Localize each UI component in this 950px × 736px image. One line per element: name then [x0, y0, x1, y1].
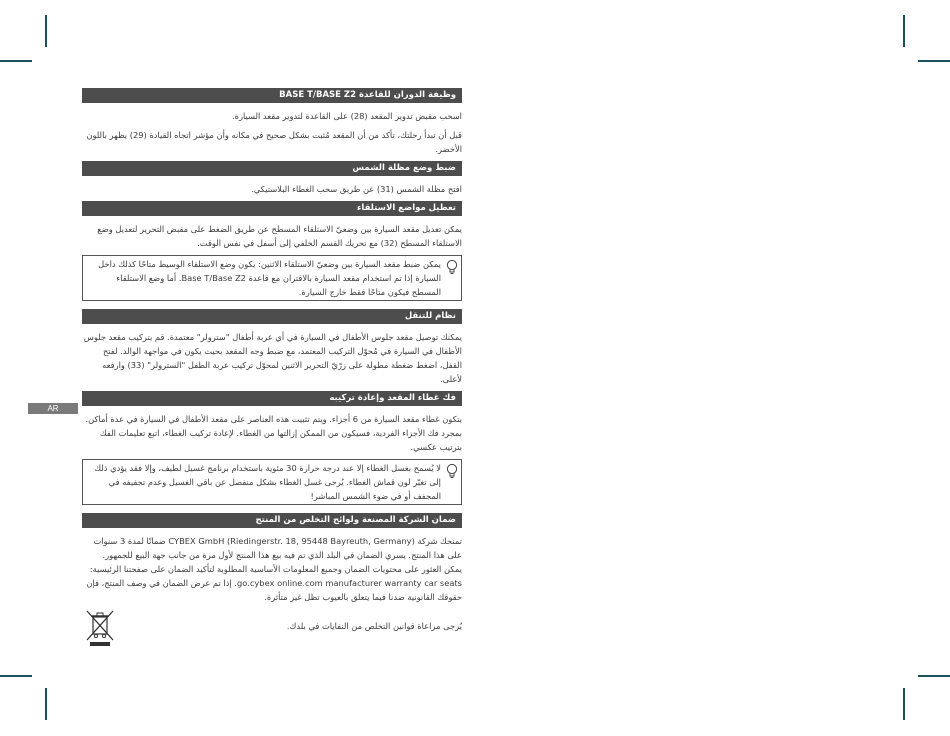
note-text: يمكن ضبط مقعد السيارة بين وضعيّ الاستلقاء الاثنين: يكون وضع الاستلقاء الوسيط متاحًا كذلك داخل السيارة إذا تم استخدام مقعد السيارة بالاقتران مع قاعدة Base T/Base Z2. أما وضع الاستلقاء المسطح فيكون متاحًا فقط خارج السيارة.	[98, 259, 441, 297]
crop-mark	[903, 15, 905, 47]
section-heading: ضبط وضع مظلة الشمس	[82, 161, 462, 176]
crop-mark	[45, 15, 47, 47]
paragraph: اسحب مقبض تدوير المقعد (28) على القاعدة لتدوير مقعد السيارة.	[232, 111, 462, 121]
paragraph: قبل أن تبدأ رحلتك، تأكد من أن المقعد مُثبت بشكل صحيح في مكانه وأن مؤشر اتجاه القيادة (29) يظهر باللون الأخضر.	[86, 130, 462, 154]
crossed-out-bin-icon	[84, 609, 116, 647]
note-text: لا يُسمح بغسل الغطاء إلا عند درجة حرارة 30 مئوية باستخدام برنامج غسيل لطيف، وإلا فقد يؤدي ذلك إلى تغيّر لون قماش الغطاء. يُرجى غسل الغطاء بشكل منفصل عن باقي الغسيل وعدم تجفيفه في المجفف أو في ضوء الشمس المباشر!	[94, 463, 441, 501]
language-tab: AR	[28, 403, 78, 414]
section-heading: وظيفة الدوران للقاعدة BASE T/BASE Z2	[82, 88, 462, 103]
section-sun-canopy	[82, 161, 462, 196]
disposal-text: يُرجى مراعاة قوانين التخلص من النفايات في بلدك.	[286, 621, 462, 631]
crop-mark	[903, 688, 905, 720]
section-travel-system	[82, 309, 462, 386]
crop-mark	[0, 675, 32, 677]
crop-mark	[918, 60, 950, 62]
paragraph: افتح مظلة الشمس (31) عن طريق سحب الغطاء البلاستيكي.	[251, 184, 462, 194]
section-heading: تعطيل مواضع الاستلقاء	[82, 201, 462, 216]
section-heading: فك غطاء المقعد وإعادة تركيبه	[82, 391, 462, 406]
section-warranty	[82, 513, 462, 647]
paragraph: تمنحك شركة CYBEX GmbH (Riedingerstr. 18, 95448 Bayreuth, Germany) ضمانًا لمدة 3 سنوات على هذا المنتج. يسري الضمان في البلد الذي تم فيه بيع هذا المنتج لأول مرة من جانب جهة البيع للجمهور. يمكن العثور على محتويات الضمان وجميع المعلومات الأساسية المطلوبة لتأكيد الضمان على صفحتنا الرئيسية: go.cybex online.com manufacturer warranty car seats. إذا تم عرض الضمان في وصف المنتج، فإن حقوقك القانونية ضدنا فيما يتعلق بالعيوب تظل غير متأثرة.	[86, 536, 462, 602]
section-swivel	[82, 88, 462, 156]
info-note	[82, 459, 462, 505]
section-heading: نظام للتنقل	[82, 309, 462, 324]
paragraph: يمكن تعديل مقعد السيارة بين وضعيّ الاستلقاء المسطح عن طريق الضغط على مقبض التحرير لتعديل وضع الاستلقاء المسطح (32) مع تحريك القسم الخلفي إلى أسفل في نفس الوقت.	[97, 224, 462, 248]
paragraph: يتكون غطاء مقعد السيارة من 6 أجزاء. ويتم تثبيت هذه العناصر على مقعد الأطفال في السيارة في عدة أماكن. بمجرد فك الأجزاء الفردية، فسيكون من الممكن إزالتها من الغطاء. لإعادة تركيب الغطاء، اتبع تعليمات الفك بترتيب عكسي.	[85, 414, 462, 452]
manual-column	[82, 88, 462, 647]
crop-mark	[45, 688, 47, 720]
crop-mark	[918, 675, 950, 677]
section-cover-removal	[82, 391, 462, 505]
section-heading: ضمان الشركة المصنعة ولوائح التخلص من المنتج	[82, 513, 462, 528]
crop-mark	[0, 60, 32, 62]
lightbulb-icon	[446, 259, 458, 275]
paragraph: يمكنك توصيل مقعد جلوس الأطفال في السيارة في أي عربة أطفال "سترولر" معتمدة. قم بتركيب مقعد جلوس الأطفال في السيارة في مُحوّل التركيب المعتمد، مع ضبط وجه المقعد بحيث يكون في مواجهة الوالد. لفتح القفل، اضغط ضغطة مطولة على زرّيّ التحرير الاثنين لمحوّل تركيب عربة الطفل "السترولر" (33) وارفعه لأعلى.	[83, 332, 462, 384]
section-recline	[82, 201, 462, 301]
info-note	[82, 255, 462, 301]
lightbulb-icon	[446, 463, 458, 479]
disposal-notice	[82, 609, 462, 647]
